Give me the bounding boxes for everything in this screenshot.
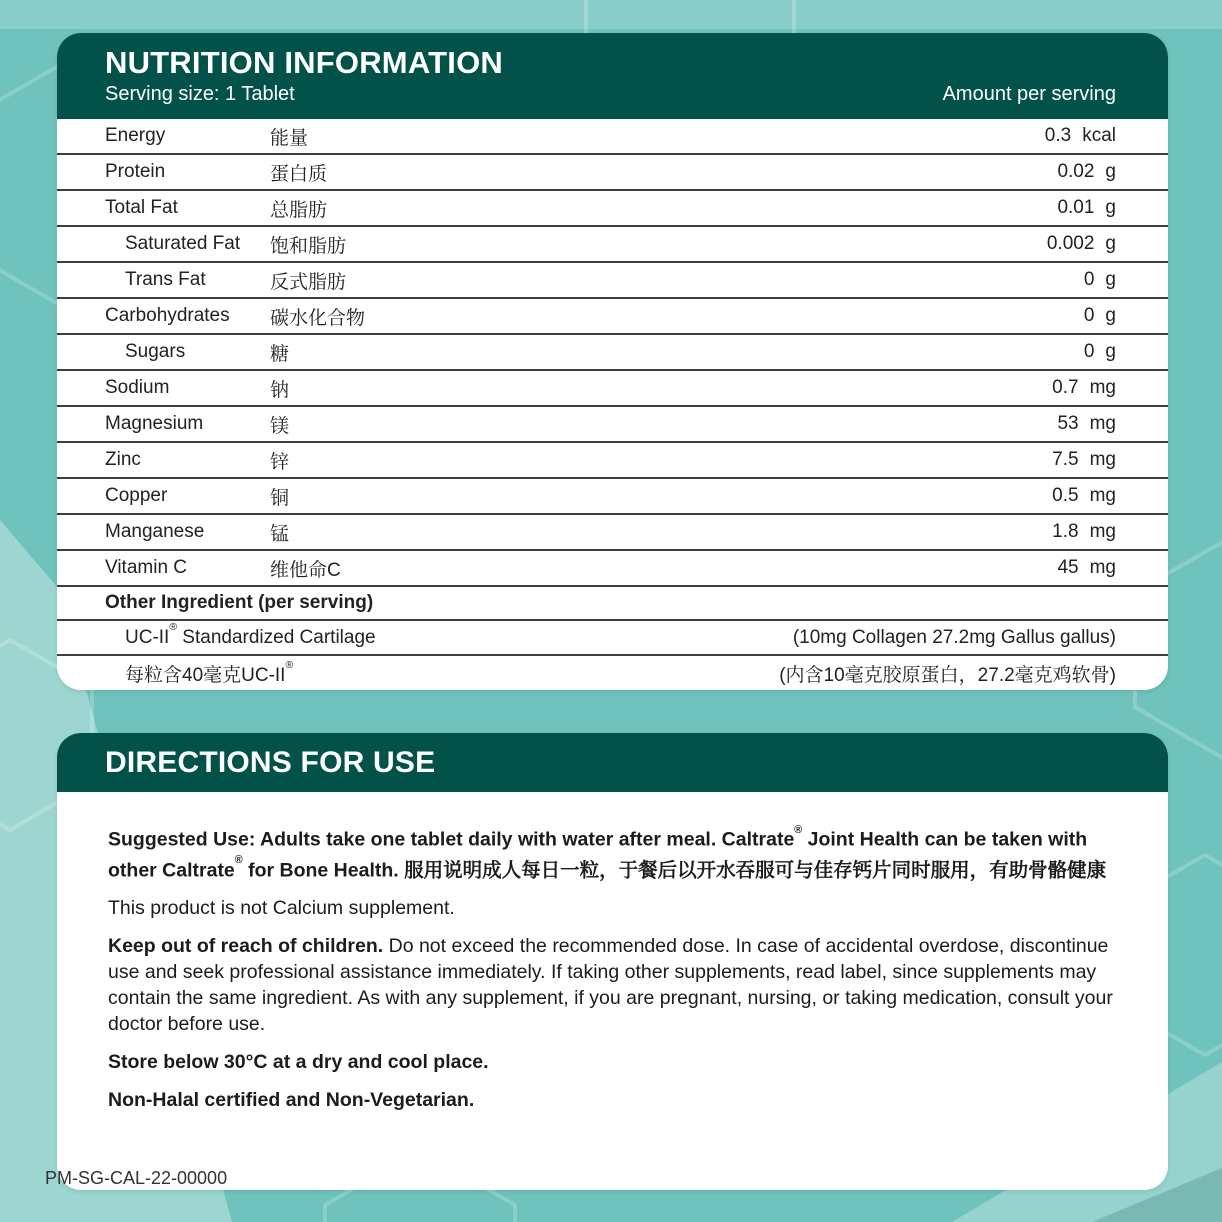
nutrient-name: Protein xyxy=(105,161,166,182)
nutrient-value: 1.8 xyxy=(1052,521,1079,542)
nutrient-unit: g xyxy=(1105,305,1116,326)
nutrition-title: NUTRITION INFORMATION xyxy=(105,45,503,80)
nutrient-value: 0.5 xyxy=(1052,485,1079,506)
directions-title: DIRECTIONS FOR USE xyxy=(105,745,436,779)
nutrition-row-saturated-fat xyxy=(57,227,1168,263)
nutrient-amount xyxy=(1045,125,1116,147)
nutrient-name: Zinc xyxy=(105,449,141,470)
not-calcium-note: This product is not Calcium supplement. xyxy=(108,897,455,919)
directions-panel xyxy=(57,733,1168,1190)
nutrition-row-vitamin-c xyxy=(57,551,1168,587)
nutrient-value: 53 xyxy=(1057,413,1079,434)
nutrient-unit: g xyxy=(1105,197,1116,218)
nutrient-name-zh: 糖 xyxy=(270,343,290,365)
nutrient-amount xyxy=(1047,233,1116,255)
nutrient-unit: g xyxy=(1105,341,1116,362)
nutrition-row-zinc xyxy=(57,443,1168,479)
nutrition-row-manganese xyxy=(57,515,1168,551)
nutrient-name: Saturated Fat xyxy=(125,233,241,254)
nutrient-name-zh: 锰 xyxy=(270,523,290,545)
nutrition-row-trans-fat xyxy=(57,263,1168,299)
nutrient-amount xyxy=(1052,485,1116,507)
nutrient-value: 45 xyxy=(1057,557,1079,578)
nutrient-name: Magnesium xyxy=(105,413,204,434)
nutrition-row-sodium xyxy=(57,371,1168,407)
nutrient-name-zh: 蛋白质 xyxy=(270,163,328,185)
nutrition-panel xyxy=(57,33,1168,690)
uc2-row-chinese xyxy=(57,656,1168,690)
nutrient-unit: g xyxy=(1105,269,1116,290)
nutrient-value: 0.7 xyxy=(1052,377,1079,398)
nutrient-unit: kcal xyxy=(1082,125,1116,146)
nutrient-name: Total Fat xyxy=(105,197,178,218)
nutrient-unit: mg xyxy=(1089,485,1116,506)
nutrient-amount xyxy=(1057,197,1116,219)
nutrient-unit: g xyxy=(1105,161,1116,182)
nutrient-name: Carbohydrates xyxy=(105,305,230,326)
nutrient-unit: mg xyxy=(1089,521,1116,542)
nutrient-amount xyxy=(1084,269,1116,291)
nutrient-name-zh: 钠 xyxy=(270,379,290,401)
nutrient-amount xyxy=(1057,557,1116,579)
nutrient-name-zh: 镁 xyxy=(270,415,290,437)
nutrient-amount xyxy=(1084,341,1116,363)
nutrient-name-zh: 碳水化合物 xyxy=(270,307,366,329)
serving-size-label: Serving size: 1 Tablet xyxy=(105,83,295,105)
product-code: PM-SG-CAL-22-00000 xyxy=(45,1168,228,1188)
nutrient-amount xyxy=(1052,449,1116,471)
warning-text xyxy=(108,933,1113,1037)
nutrient-name: Energy xyxy=(105,125,166,146)
nutrition-table xyxy=(57,119,1168,690)
nutrient-unit: mg xyxy=(1089,449,1116,470)
uc2-row-english xyxy=(57,621,1168,656)
uc2-ingredient-name: UC-II® Standardized Cartilage xyxy=(125,621,376,648)
nutrient-value: 0 xyxy=(1083,341,1095,362)
directions-content xyxy=(57,792,1168,1113)
nutrient-value: 0.002 xyxy=(1046,233,1095,254)
nutrient-name-zh: 饱和脂肪 xyxy=(270,235,347,257)
other-ingredient-title: Other Ingredient (per serving) xyxy=(105,592,374,613)
warning-text-body: Do not exceed the recommended dose. In case of accidental overdose, discontinue use and seek professional assistance immediately. If taking other supplements, read label, since supplements may contain the same ingredient. As with any supplement, if you are pregnant, nursing, or taking medication, consult your doctor before use. xyxy=(108,935,1113,1035)
nutrient-name: Sugars xyxy=(125,341,186,362)
nutrient-name-zh: 维他命C xyxy=(270,559,341,581)
directions-header xyxy=(57,733,1168,792)
nutrient-name-zh: 总脂肪 xyxy=(270,199,328,221)
nutrient-name: Copper xyxy=(105,485,168,506)
keep-out-of-reach-lead: Keep out of reach of children. xyxy=(108,935,384,957)
nutrient-amount xyxy=(1052,377,1116,399)
nutrition-row-sugars xyxy=(57,335,1168,371)
storage-instruction: Store below 30°C at a dry and cool place. xyxy=(108,1051,489,1073)
nutrient-amount xyxy=(1057,413,1116,435)
nutrition-subheader xyxy=(105,83,1116,106)
nutrition-row-total-fat xyxy=(57,191,1168,227)
nutrient-name-zh: 反式脂肪 xyxy=(270,271,347,293)
nutrition-row-copper xyxy=(57,479,1168,515)
nutrient-name: Sodium xyxy=(105,377,170,398)
uc2-ingredient-name-zh: 每粒含40毫克UC-II® xyxy=(125,659,294,686)
nutrient-name: Trans Fat xyxy=(125,269,206,290)
nutrient-value: 7.5 xyxy=(1052,449,1079,470)
amount-per-serving-label: Amount per serving xyxy=(942,83,1116,105)
nutrient-unit: mg xyxy=(1089,557,1116,578)
suggested-use-text: Suggested Use: Adults take one tablet daily with water after meal. Caltrate® Joint Health can be taken with other Caltrate® for Bone Health. 服用说明成人每日一粒，于餐后以开水吞服可与佳存钙片同时服用，有助骨骼健康 xyxy=(108,823,1107,881)
nutrition-row-protein xyxy=(57,155,1168,191)
nutrient-name-zh: 能量 xyxy=(270,127,309,149)
nutrient-name: Vitamin C xyxy=(105,557,188,578)
nutrition-header xyxy=(57,33,1168,119)
nutrient-name-zh: 铜 xyxy=(270,487,290,509)
halal-note: Non-Halal certified and Non-Vegetarian. xyxy=(108,1089,475,1111)
nutrient-value: 0.01 xyxy=(1057,197,1095,218)
nutrient-unit: mg xyxy=(1089,377,1116,398)
nutrient-value: 0.3 xyxy=(1044,125,1072,146)
uc2-ingredient-detail: (10mg Collagen 27.2mg Gallus gallus) xyxy=(792,626,1116,648)
nutrition-row-carbohydrates xyxy=(57,299,1168,335)
nutrient-unit: mg xyxy=(1089,413,1116,434)
other-ingredient-header xyxy=(57,587,1168,621)
nutrient-value: 0 xyxy=(1083,305,1095,326)
nutrient-amount xyxy=(1057,161,1116,183)
nutrient-amount xyxy=(1052,521,1116,543)
nutrient-amount xyxy=(1084,305,1116,327)
nutrient-value: 0 xyxy=(1083,269,1095,290)
nutrient-value: 0.02 xyxy=(1057,161,1095,182)
nutrient-unit: g xyxy=(1105,233,1116,254)
nutrition-row-energy xyxy=(57,119,1168,155)
nutrient-name-zh: 锌 xyxy=(270,451,290,473)
nutrient-name: Manganese xyxy=(105,521,205,542)
nutrition-row-magnesium xyxy=(57,407,1168,443)
uc2-ingredient-detail-zh: (内含10毫克胶原蛋白，27.2毫克鸡软骨) xyxy=(779,664,1116,686)
